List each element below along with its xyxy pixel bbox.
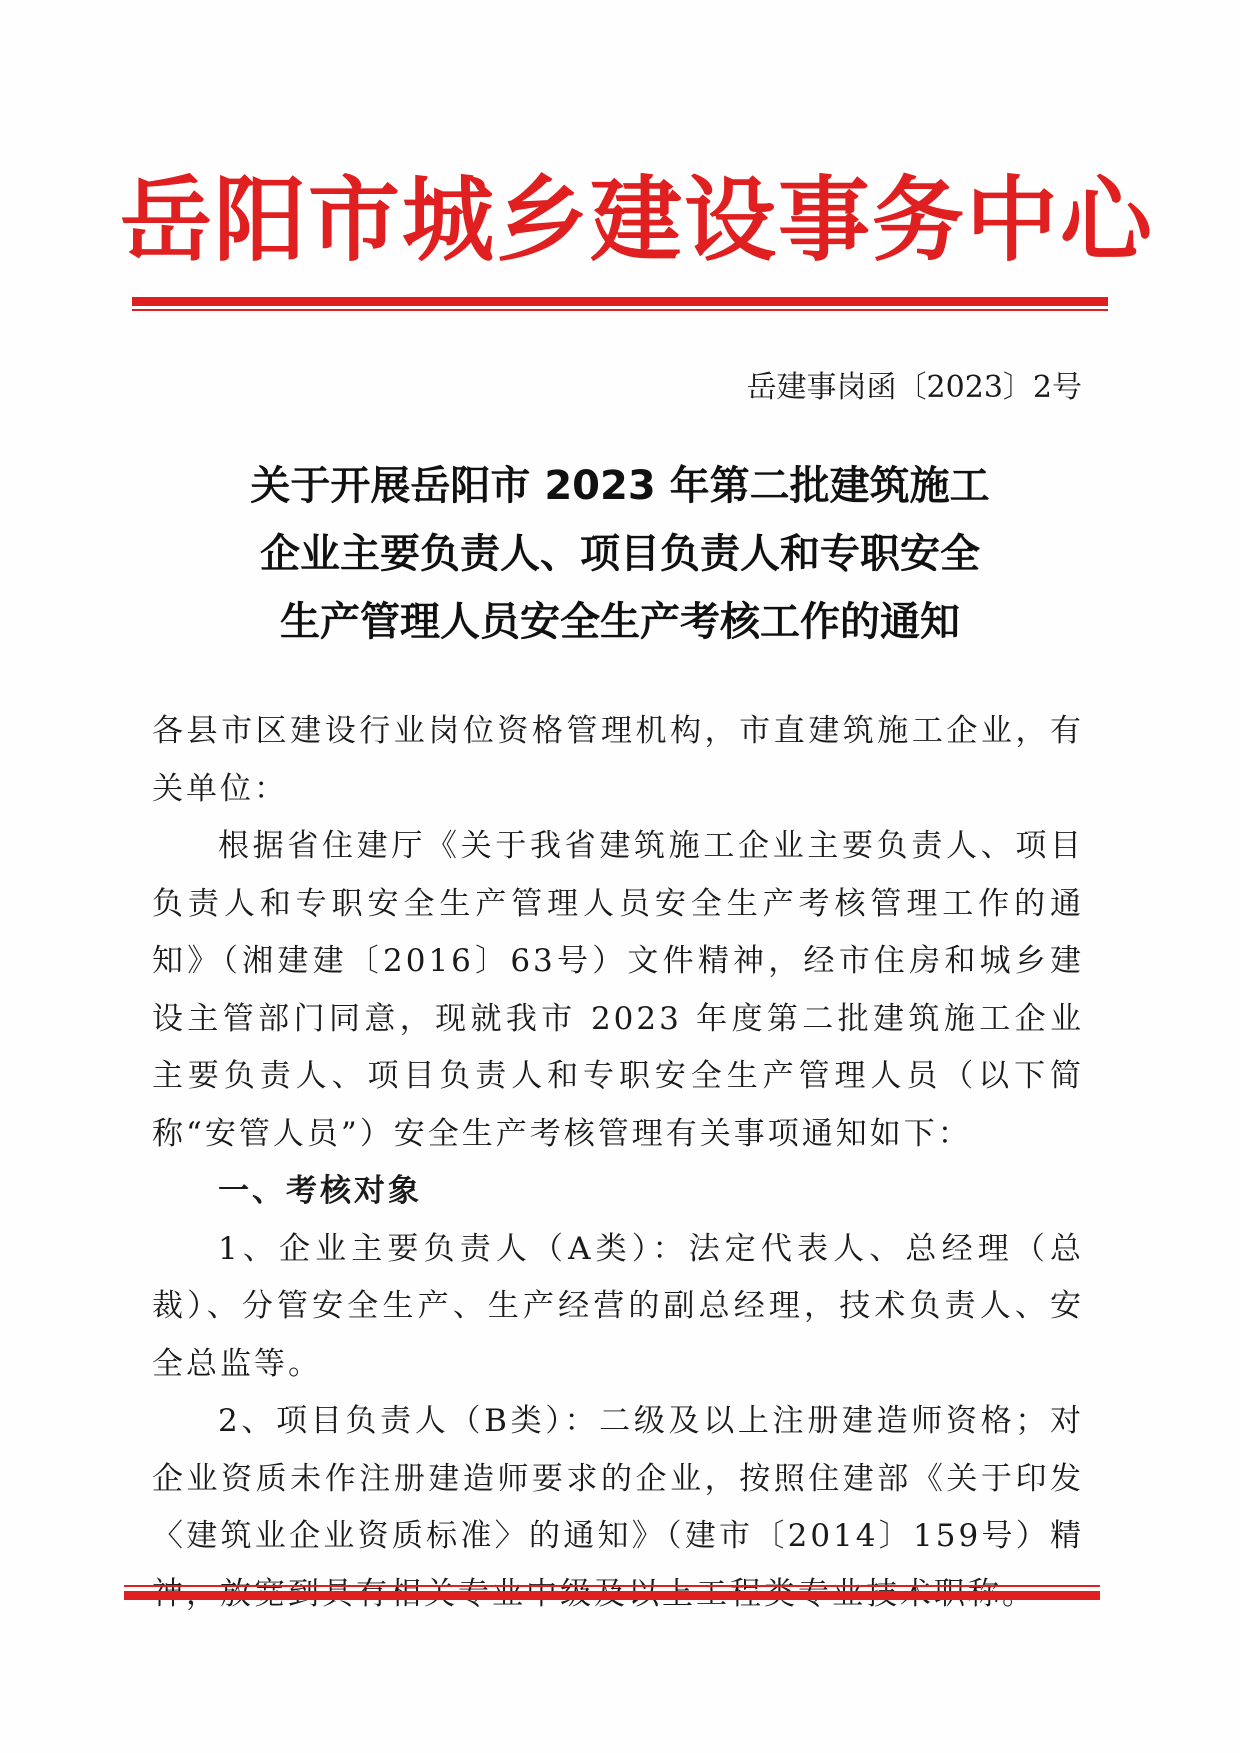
masthead-red-rule-thin — [132, 309, 1108, 311]
masthead-red-rule — [132, 297, 1108, 306]
title-line-3: 生产管理人员安全生产考核工作的通知 — [280, 599, 960, 645]
title-line-1: 关于开展岳阳市 2023 年第二批建筑施工 — [250, 463, 990, 509]
document-title — [150, 452, 1090, 656]
title-line-2: 企业主要负责人、项目负责人和专职安全 — [260, 531, 980, 577]
organization-masthead: 岳阳市城乡建设事务中心 — [120, 166, 1155, 274]
salutation: 各县市区建设行业岗位资格管理机构，市直建筑施工企业，有关单位： — [152, 713, 1084, 807]
section-heading-assessment-targets: 一、考核对象 — [218, 1173, 422, 1209]
list-item-category-b: 2、项目负责人（B类）：二级及以上注册建造师资格；对企业资质未作注册建造师要求的企业，按照住建部《关于印发〈建筑业企业资质标准〉的通知》（建市〔2014〕159号）精 — [152, 1403, 1084, 1554]
footer-red-rule — [124, 1591, 1100, 1600]
list-item-category-a: 1、企业主要负责人（A类）：法定代表人、总经理（总裁）、分管安全生产、生产经营的副总经理，技术负责人、安全总监等。 — [152, 1230, 1084, 1382]
paragraph-basis: 根据省住建厅《关于我省建筑施工企业主要负责人、项目负责人和专职安全生产管理人员安全生产考核管理工作的通知》（湘建建〔2016〕63号）文件精神，经市住房和城乡建设主管部门同意，现就我市 2023 年度第二批建筑施工企业主要负责人、项目负责人和专职安全生产管理人员（以下简称“安管人员”）安全生产考核管理有关事项通知如下： — [152, 828, 1084, 1152]
document-number: 岳建事岗函〔2023〕2号 — [746, 370, 1082, 405]
footer-red-rule-thin — [124, 1585, 1100, 1587]
document-body — [152, 703, 1084, 1623]
